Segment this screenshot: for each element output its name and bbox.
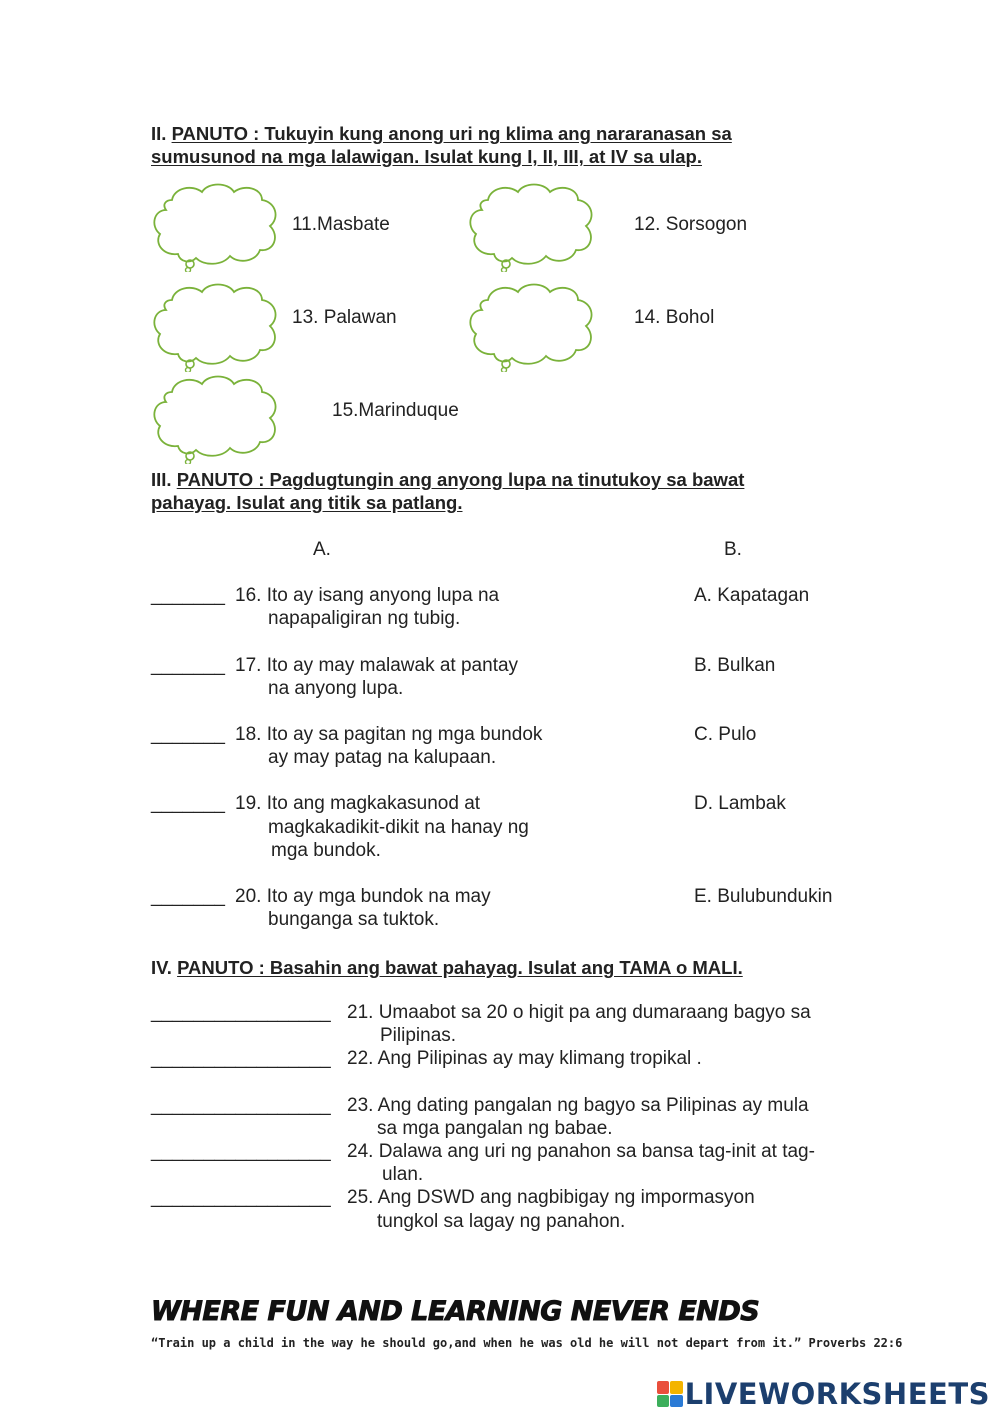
liveworksheets-brand: LIVEWORKSHEETS (684, 1377, 990, 1411)
answer-blank-18[interactable]: _______ (151, 724, 225, 745)
question-19-line2: magkakadikit-dikit na hanay ng (268, 817, 529, 838)
liveworksheets-logo (657, 1377, 990, 1411)
section-2-number: II. (151, 123, 167, 144)
section-4-number: IV. (151, 957, 172, 978)
section-2-heading (151, 122, 732, 168)
answer-cloud-14[interactable] (466, 280, 596, 372)
choice-c: C. Pulo (694, 724, 757, 745)
question-19-line1: 19. Ito ang magkakasunod at (235, 793, 481, 814)
statement-25-line1: 25. Ang DSWD ang nagbibigay ng impormasyon (347, 1187, 755, 1208)
choice-e: E. Bulubundukin (694, 886, 833, 907)
item-15: 15.Marinduque (332, 400, 459, 421)
statement-24-line2: ulan. (382, 1164, 424, 1185)
question-17-line2: na anyong lupa. (268, 678, 404, 699)
section-3-number: III. (151, 469, 172, 490)
choice-a: A. Kapatagan (694, 585, 810, 606)
item-14: 14. Bohol (634, 307, 715, 328)
item-12: 12. Sorsogon (634, 214, 748, 235)
answer-cloud-11[interactable] (150, 180, 280, 272)
choice-d: D. Lambak (694, 793, 786, 814)
column-b-label: B. (724, 539, 742, 560)
answer-blank-16[interactable]: _______ (151, 585, 225, 606)
column-a-label: A. (313, 539, 331, 560)
statement-24-line1: 24. Dalawa ang uri ng panahon sa bansa tag-init at tag- (347, 1141, 815, 1162)
question-18-line1: 18. Ito ay sa pagitan ng mga bundok (235, 724, 543, 745)
section-2-instruction-line2: sumusunod na mga lalawigan. Isulat kung I, II, III, at IV sa ulap. (151, 146, 702, 167)
item-11: 11.Masbate (292, 214, 390, 235)
section-3-instruction-line2: pahayag. Isulat ang titik sa patlang. (151, 492, 463, 513)
answer-blank-25[interactable]: _________________ (151, 1187, 331, 1208)
section-3-heading (151, 468, 744, 514)
answer-cloud-15[interactable] (150, 372, 280, 464)
answer-blank-23[interactable]: _________________ (151, 1095, 331, 1116)
question-17-line1: 17. Ito ay may malawak at pantay (235, 655, 519, 676)
statement-21-line2: Pilipinas. (380, 1025, 457, 1046)
answer-cloud-13[interactable] (150, 280, 280, 372)
item-13: 13. Palawan (292, 307, 397, 328)
question-16-line2: napapaligiran ng tubig. (268, 608, 461, 629)
section-2-instruction-line1: PANUTO : Tukuyin kung anong uri ng klima ang nararanasan sa (171, 123, 732, 144)
footer-quote: “Train up a child in the way he should go,and when he was old he will not depart from it.” Proverbs 22:6 (151, 1336, 903, 1350)
question-20-line1: 20. Ito ay mga bundok na may (235, 886, 491, 907)
section-4-instruction: PANUTO : Basahin ang bawat pahayag. Isulat ang TAMA o MALI. (177, 957, 743, 978)
statement-25-line2: tungkol sa lagay ng panahon. (377, 1211, 626, 1232)
section-3-instruction-line1: PANUTO : Pagdugtungin ang anyong lupa na tinutukoy sa bawat (176, 469, 745, 490)
statement-21-line1: 21. Umaabot sa 20 o higit pa ang dumaraang bagyo sa (347, 1002, 811, 1023)
answer-blank-24[interactable]: _________________ (151, 1141, 331, 1162)
liveworksheets-icon (657, 1381, 683, 1407)
question-20-line2: bunganga sa tuktok. (268, 909, 440, 930)
question-16-line1: 16. Ito ay isang anyong lupa na (235, 585, 500, 606)
answer-blank-22[interactable]: _________________ (151, 1048, 331, 1069)
choice-b: B. Bulkan (694, 655, 776, 676)
statement-23-line2: sa mga pangalan ng babae. (377, 1118, 613, 1139)
question-18-line2: ay may patag na kalupaan. (268, 747, 497, 768)
answer-blank-19[interactable]: _______ (151, 793, 225, 814)
answer-cloud-12[interactable] (466, 180, 596, 272)
answer-blank-20[interactable]: _______ (151, 886, 225, 907)
question-19-line3: mga bundok. (271, 840, 381, 861)
statement-22-line1: 22. Ang Pilipinas ay may klimang tropikal . (347, 1048, 702, 1069)
section-4-heading (151, 956, 743, 979)
footer-slogan: WHERE FUN AND LEARNING NEVER ENDS (151, 1296, 760, 1327)
statement-23-line1: 23. Ang dating pangalan ng bagyo sa Pilipinas ay mula (347, 1095, 809, 1116)
answer-blank-17[interactable]: _______ (151, 655, 225, 676)
answer-blank-21[interactable]: _________________ (151, 1002, 331, 1023)
